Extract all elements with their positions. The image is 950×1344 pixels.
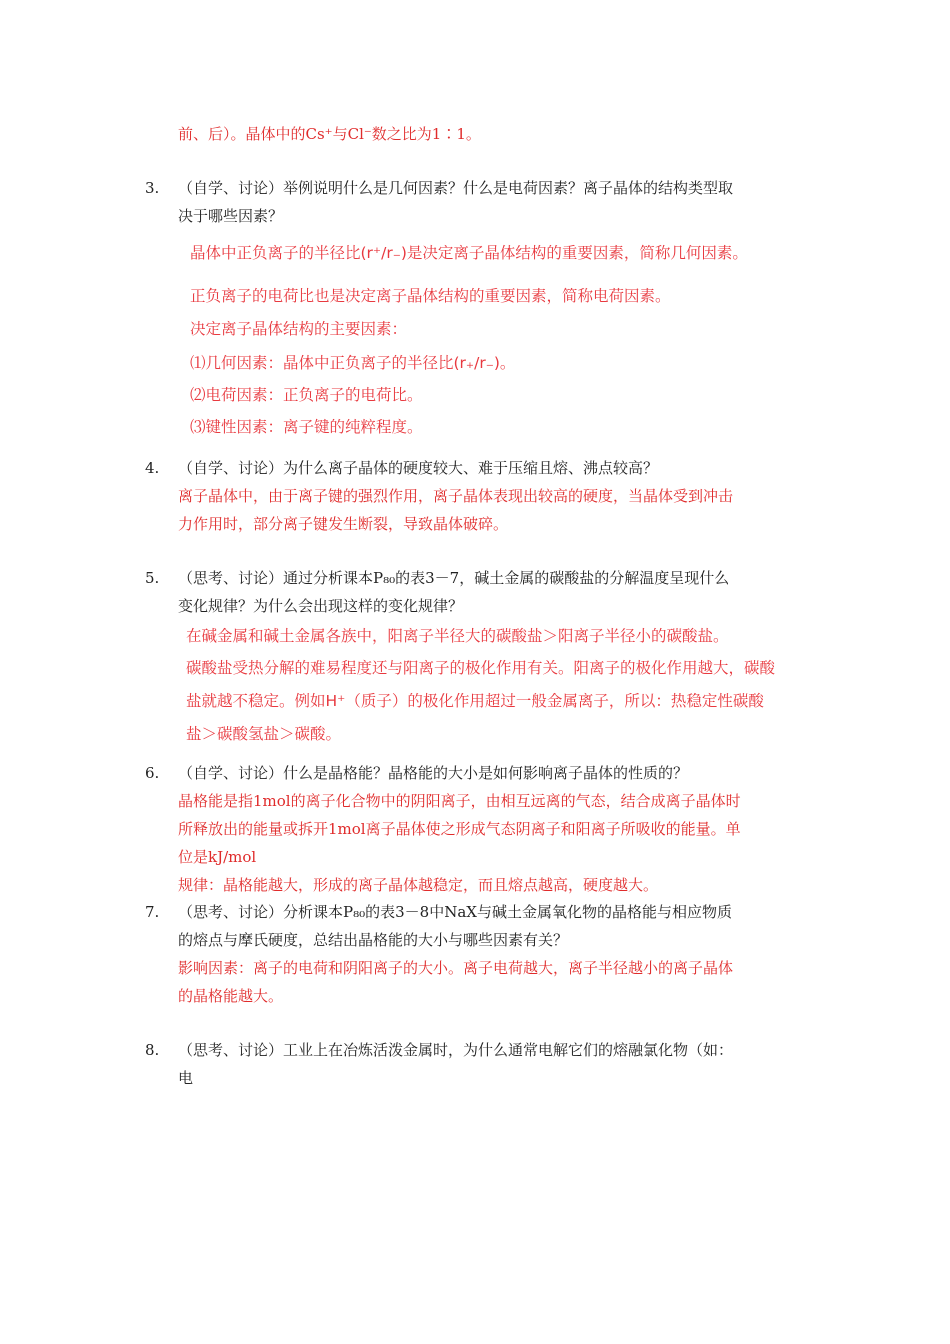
q6-answer-line4: 规律：晶格能越大，形成的离子晶体越稳定，而且熔点越高，硬度越大。 [178,876,659,894]
q8-question-line2: 电 [178,1069,194,1087]
intro-tail-answer: 前、后）。晶体中的Cs⁺与Cl⁻数之比为1∶1。 [178,125,481,143]
q6-answer-line1: 晶格能是指1mol的离子化合物中的阴阳离子，由相互远离的气态，结合成离子晶体时 [178,792,741,810]
q3-number: 3. [145,179,160,197]
q8-question-line1: （思考、讨论）工业上在冶炼活泼金属时，为什么通常电解它们的熔融氯化物（如： [178,1041,734,1059]
q7-question-line2: 的熔点与摩氏硬度，总结出晶格能的大小与哪些因素有关？ [178,931,569,949]
q6-number: 6. [145,764,160,782]
q6-answer-line3: 位是kJ/mol [178,848,257,866]
q5-answer-line3: 盐就越不稳定。例如H⁺（质子）的极化作用超过一般金属离子，所以：热稳定性碳酸 [186,692,764,710]
q4-number: 4. [145,459,160,477]
q3-question-line1: （自学、讨论）举例说明什么是几何因素？什么是电荷因素？离子晶体的结构类型取 [178,179,734,197]
q7-question-line1: （思考、讨论）分析课本P₈₀的表3－8中NaX与碱土金属氧化物的晶格能与相应物质 [178,903,732,921]
q3-answer-line5: ⑵电荷因素：正负离子的电荷比。 [190,386,423,404]
q3-answer-line1: 晶体中正负离子的半径比(r⁺/r₋)是决定离子晶体结构的重要因素，简称几何因素。 [190,244,748,262]
q3-answer-line3: 决定离子晶体结构的主要因素： [190,320,408,338]
q5-question-line2: 变化规律？为什么会出现这样的变化规律？ [178,597,464,615]
q7-number: 7. [145,903,160,921]
q4-answer-line1: 离子晶体中，由于离子键的强烈作用，离子晶体表现出较高的硬度，当晶体受到冲击 [178,487,734,505]
q5-answer-line2: 碳酸盐受热分解的难易程度还与阳离子的极化作用有关。阳离子的极化作用越大，碳酸 [186,659,776,677]
q3-question-line2: 决于哪些因素？ [178,207,284,225]
q3-answer-line6: ⑶键性因素：离子键的纯粹程度。 [190,418,423,436]
q6-question-line1: （自学、讨论）什么是晶格能？晶格能的大小是如何影响离子晶体的性质的？ [178,764,689,782]
q5-answer-line4: 盐＞碳酸氢盐＞碳酸。 [186,725,342,743]
q8-number: 8. [145,1041,160,1059]
q7-answer-line1: 影响因素：离子的电荷和阴阳离子的大小。离子电荷越大，离子半径越小的离子晶体 [178,959,734,977]
q4-answer-line2: 力作用时，部分离子键发生断裂，导致晶体破碎。 [178,515,509,533]
q3-answer-line4: ⑴几何因素：晶体中正负离子的半径比(r₊/r₋)。 [190,354,516,372]
q4-question-line1: （自学、讨论）为什么离子晶体的硬度较大、难于压缩且熔、沸点较高？ [178,459,659,477]
q3-answer-line2: 正负离子的电荷比也是决定离子晶体结构的重要因素，简称电荷因素。 [190,287,671,305]
q5-answer-line1: 在碱金属和碱土金属各族中，阳离子半径大的碳酸盐＞阳离子半径小的碳酸盐。 [186,627,729,645]
q6-answer-line2: 所释放出的能量或拆开1mol离子晶体使之形成气态阴离子和阳离子所吸收的能量。单 [178,820,741,838]
q5-question-line1: （思考、讨论）通过分析课本P₈₀的表3－7，碱土金属的碳酸盐的分解温度呈现什么 [178,569,730,587]
q7-answer-line2: 的晶格能越大。 [178,987,284,1005]
q5-number: 5. [145,569,160,587]
